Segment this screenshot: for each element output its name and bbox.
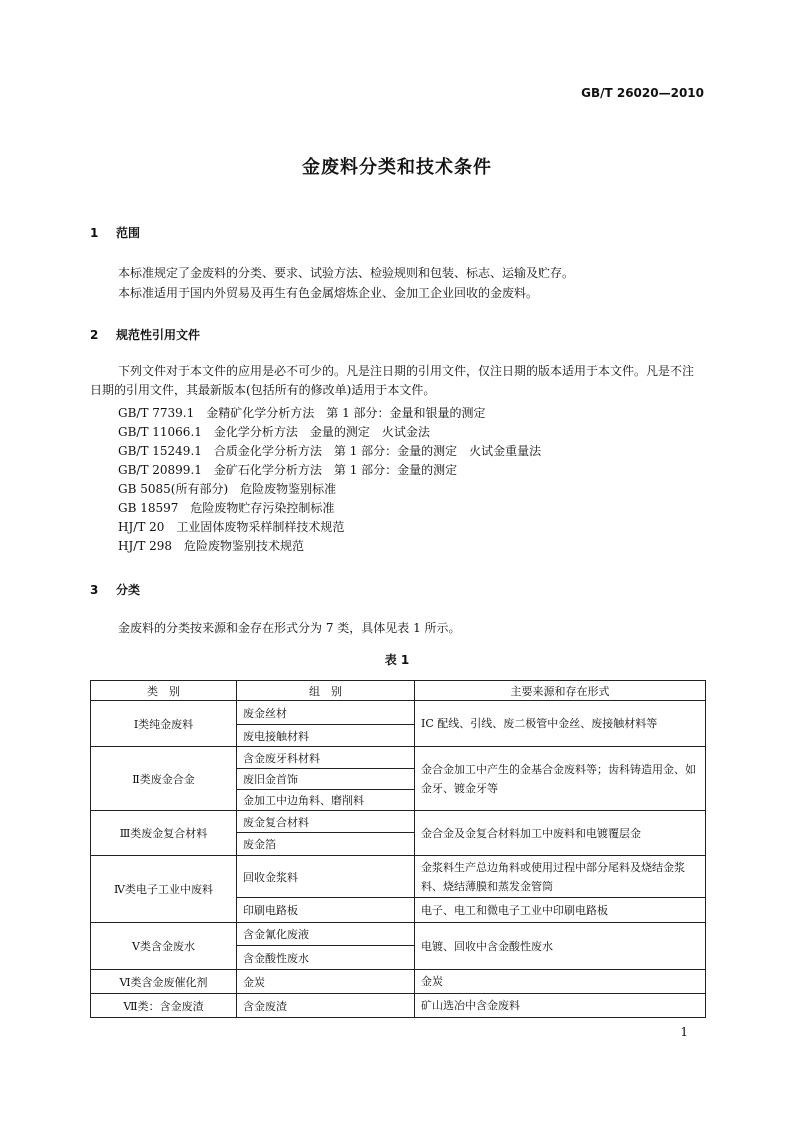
category-cell: Ⅳ类电子工业中废料: [91, 856, 237, 923]
group-cell: 废金箔: [237, 833, 415, 856]
reference-item: GB 18597 危险废物贮存污染控制标准: [118, 501, 335, 515]
table-header-row: [91, 681, 706, 701]
table-row: [91, 747, 706, 769]
classification-table: [90, 680, 706, 1018]
standard-code: GB/T 26020—2010: [581, 86, 704, 100]
page-number: 1: [680, 1025, 688, 1039]
source-cell: 电子、电工和微电子工业中印刷电路板: [415, 898, 706, 923]
category-cell: Ⅱ类废金合金: [91, 747, 237, 811]
group-cell: 含金废渣: [237, 994, 415, 1018]
category-cell: Ⅵ类含金废催化剂: [91, 970, 237, 994]
category-cell: Ⅰ类纯金废料: [91, 701, 237, 747]
table-row: [91, 701, 706, 725]
reference-item: GB/T 20899.1 金矿石化学分析方法 第 1 部分：金量的测定: [118, 463, 458, 477]
scope-paragraph-1: 本标准规定了金废料的分类、要求、试验方法、检验规则和包装、标志、运输及贮存。: [118, 266, 575, 280]
table-row: [91, 856, 706, 898]
reference-item: GB/T 11066.1 金化学分析方法 金量的测定 火试金法: [118, 425, 430, 439]
group-cell: 废电接触材料: [237, 725, 415, 747]
section-title: 范围: [116, 226, 141, 240]
section-number: 3: [90, 583, 99, 597]
group-cell: 印刷电路板: [237, 898, 415, 923]
group-cell: 金加工中边角料、磨削料: [237, 790, 415, 811]
source-cell: 金浆料生产总边角料或使用过程中部分尾料及烧结金浆料、烧结薄膜和蒸发金管筒: [415, 856, 706, 898]
reference-item: GB 5085(所有部分) 危险废物鉴别标准: [118, 482, 337, 496]
scope-paragraph-2: 本标准适用于国内外贸易及再生有色金属熔炼企业、金加工企业回收的金废料。: [118, 286, 539, 300]
classify-paragraph: 金废料的分类按来源和金存在形式分为 7 类，具体见表 1 所示。: [118, 621, 461, 635]
refs-intro-paragraph: 下列文件对于本文件的应用是必不可少的。凡是注日期的引用文件，仅注日期的版本适用于本文件。凡是不注日期的引用文件，其最新版本(包括所有的修改单)适用于本文件。: [90, 364, 695, 397]
group-cell: 废旧金首饰: [237, 769, 415, 790]
group-cell: 含金氰化废液: [237, 923, 415, 946]
header-category: 类 别: [91, 681, 237, 701]
reference-item: GB/T 7739.1 金精矿化学分析方法 第 1 部分：金量和银量的测定: [118, 406, 486, 420]
section-number: 1: [90, 226, 99, 240]
document-title: 金废料分类和技术条件: [302, 157, 492, 178]
category-cell: Ⅴ类含金废水: [91, 923, 237, 970]
group-cell: 回收金浆料: [237, 856, 415, 898]
section-2-heading: [90, 326, 200, 343]
reference-item: GB/T 15249.1 合质金化学分析方法 第 1 部分：金量的测定 火试金重量法: [118, 444, 542, 458]
group-cell: 废金丝材: [237, 701, 415, 725]
section-title: 分类: [116, 583, 141, 597]
source-cell: 金炭: [415, 970, 706, 994]
source-cell: 金合金及金复合材料加工中废料和电镀覆层金: [415, 811, 706, 856]
table-caption: 表 1: [384, 653, 410, 667]
source-cell: 电镀、回收中含金酸性废水: [415, 923, 706, 970]
section-1-heading: [90, 224, 140, 241]
table-row: [91, 811, 706, 833]
reference-item: HJ/T 20 工业固体废物采样制样技术规范: [118, 520, 345, 534]
header-source: 主要来源和存在形式: [415, 681, 706, 701]
group-cell: 含金酸性废水: [237, 946, 415, 970]
category-cell: Ⅲ类废金复合材料: [91, 811, 237, 856]
reference-item: HJ/T 298 危险废物鉴别技术规范: [118, 539, 305, 553]
table-row: [91, 970, 706, 994]
source-cell: 金合金加工中产生的金基合金废料等；齿科铸造用金、如金牙、镀金牙等: [415, 747, 706, 811]
section-3-heading: [90, 581, 140, 598]
source-cell: IC 配线、引线、废二极管中金丝、废接触材料等: [415, 701, 706, 747]
source-cell: 矿山选冶中含金废料: [415, 994, 706, 1018]
group-cell: 金炭: [237, 970, 415, 994]
header-group: 组 别: [237, 681, 415, 701]
section-number: 2: [90, 328, 99, 342]
table-row: [91, 923, 706, 946]
section-title: 规范性引用文件: [116, 328, 201, 342]
group-cell: 含金废牙科材料: [237, 747, 415, 769]
category-cell: Ⅶ类：含金废渣: [91, 994, 237, 1018]
group-cell: 废金复合材料: [237, 811, 415, 833]
table-row: [91, 994, 706, 1018]
